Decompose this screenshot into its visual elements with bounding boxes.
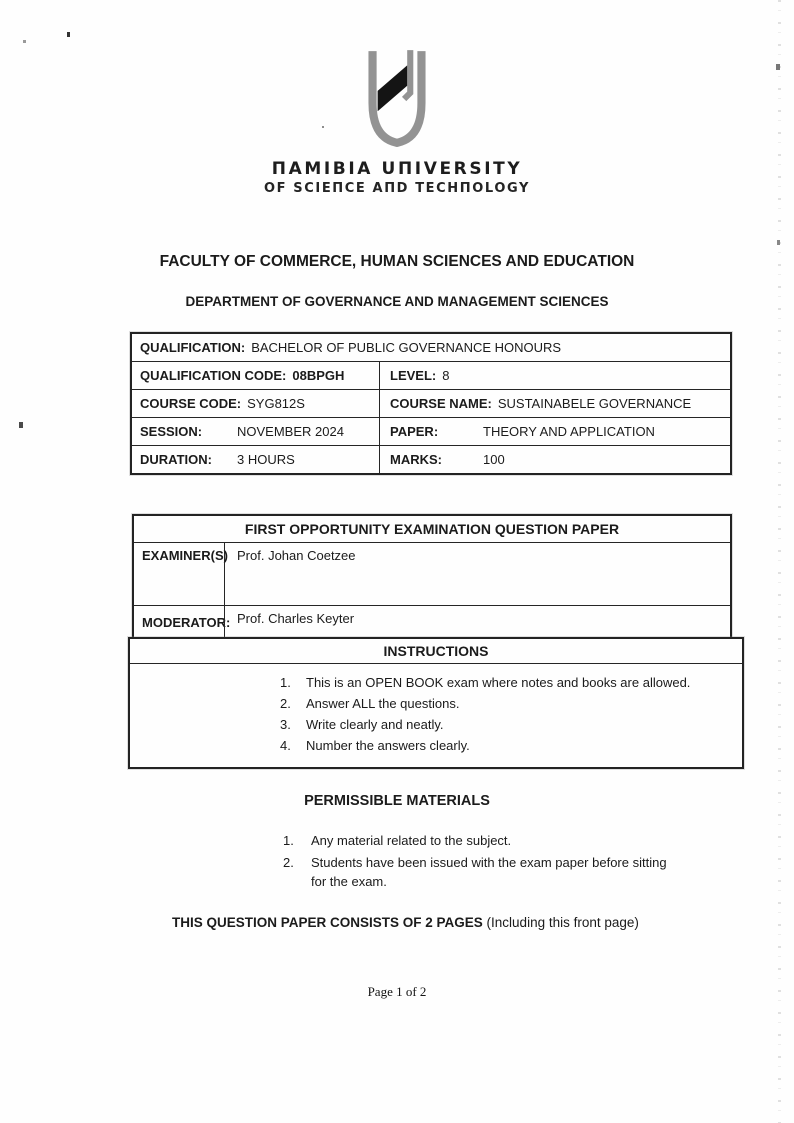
scan-speck	[23, 40, 26, 43]
item-number: 2.	[280, 696, 291, 711]
page-count-note-regular: (Including this front page)	[482, 915, 639, 930]
moderator-value: Prof. Charles Keyter	[224, 606, 730, 637]
qualification-code-value: 08BPGH	[292, 368, 345, 383]
scan-speck	[777, 240, 780, 245]
course-code-cell	[132, 390, 379, 417]
qualification-cell	[132, 334, 730, 361]
course-code-value: SYG812S	[247, 396, 305, 411]
exam-paper-title: FIRST OPPORTUNITY EXAMINATION QUESTION PAPER	[244, 521, 620, 537]
item-text: Students have been issued with the exam paper before sitting for the exam.	[311, 855, 667, 889]
course-name-cell	[379, 390, 730, 417]
list-item	[280, 716, 732, 733]
level-cell	[379, 362, 730, 389]
permissible-materials-list	[283, 831, 675, 891]
session-cell	[132, 418, 379, 445]
qualification-code-label: QUALIFICATION CODE:	[140, 368, 287, 383]
moderator-label: MODERATOR:	[142, 614, 231, 630]
scan-speck	[67, 32, 70, 37]
examiner-value: Prof. Johan Coetzee	[224, 543, 730, 605]
paper-cell	[379, 418, 730, 445]
duration-value: 3 HOURS	[237, 452, 295, 467]
university-shield-icon	[346, 46, 448, 152]
item-text: Number the answers clearly.	[306, 738, 470, 753]
course-name-value: SUSTAINABELE GOVERNANCE	[497, 396, 692, 411]
duration-label: DURATION:	[140, 452, 212, 467]
scan-speck	[19, 422, 23, 428]
table-row	[134, 605, 730, 637]
table-row	[134, 542, 730, 605]
qualification-code-cell	[132, 362, 379, 389]
scan-speck	[322, 126, 324, 128]
page-count-note-bold: THIS QUESTION PAPER CONSISTS OF 2 PAGES	[172, 915, 483, 930]
qualification-table	[130, 332, 732, 475]
item-text: This is an OPEN BOOK exam where notes and books are allowed.	[306, 675, 691, 690]
instructions-title: INSTRUCTIONS	[130, 639, 742, 664]
department-heading: DEPARTMENT OF GOVERNANCE AND MANAGEMENT SCIENCES	[185, 294, 609, 309]
list-item	[280, 695, 732, 712]
table-row	[132, 417, 730, 445]
examiner-label: EXAMINER(S)	[142, 548, 228, 563]
item-number: 2.	[283, 855, 294, 870]
table-row	[132, 334, 730, 361]
item-text: Write clearly and neatly.	[306, 717, 444, 732]
marks-cell	[379, 446, 730, 473]
item-number: 4.	[280, 738, 291, 753]
marks-label: MARKS:	[390, 452, 442, 467]
paper-label: PAPER:	[390, 424, 439, 439]
qualification-value: BACHELOR OF PUBLIC GOVERNANCE HONOURS	[251, 340, 562, 355]
course-name-label: COURSE NAME:	[390, 396, 492, 411]
instructions-box	[128, 637, 744, 769]
table-row	[132, 361, 730, 389]
table-row	[132, 445, 730, 473]
level-label: LEVEL:	[390, 368, 437, 383]
session-label: SESSION:	[140, 424, 203, 439]
qualification-label: QUALIFICATION:	[140, 340, 246, 355]
list-item	[283, 853, 675, 891]
item-text: Any material related to the subject.	[311, 833, 512, 848]
university-logo	[0, 0, 794, 196]
list-item	[280, 737, 732, 754]
exam-paper-table	[132, 514, 732, 639]
list-item	[280, 674, 732, 691]
scan-speck	[776, 64, 780, 70]
item-number: 3.	[280, 717, 291, 732]
item-text: Answer ALL the questions.	[306, 696, 460, 711]
scan-edge-artifact	[778, 0, 781, 1123]
item-number: 1.	[280, 675, 291, 690]
page-number: Page 1 of 2	[367, 984, 427, 999]
instructions-list	[130, 664, 742, 767]
list-item	[283, 831, 675, 850]
course-code-label: COURSE CODE:	[140, 396, 242, 411]
page-count-note	[172, 915, 794, 930]
session-value: NOVEMBER 2024	[237, 424, 344, 439]
paper-value: THEORY AND APPLICATION	[483, 424, 655, 439]
duration-cell	[132, 446, 379, 473]
university-name: ΠAMIBIA UΠIVERSITY	[271, 159, 523, 179]
university-name-sub: OF SCIEΠCE AΠD TECHΠOLOGY	[264, 181, 530, 196]
level-value: 8	[442, 368, 450, 383]
item-number: 1.	[283, 833, 294, 848]
marks-value: 100	[483, 452, 505, 467]
faculty-heading: FACULTY OF COMMERCE, HUMAN SCIENCES AND EDUCATION	[159, 253, 635, 270]
permissible-materials-title: PERMISSIBLE MATERIALS	[304, 793, 490, 809]
table-row	[132, 389, 730, 417]
